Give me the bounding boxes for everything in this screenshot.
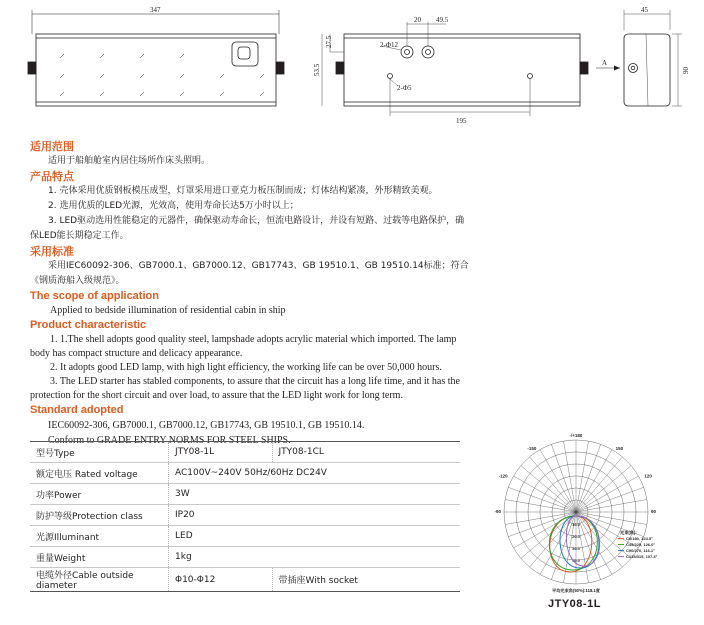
features-cn-title: 产品特点 [30,170,74,183]
polar-ring-value: 20.0 [572,534,580,539]
side-view-arrow-label: A [602,59,608,67]
dim-top-b: 49.5 [436,16,449,24]
table-row [30,505,460,526]
spec-value: JTY08-1L [169,442,273,463]
spec-label: 额定电压 Rated voltage [30,463,169,484]
features-cn-item: 2. 选用优质的LED光源，光效高，使用寿命长达5万小时以上； [48,201,299,211]
standard-en-line: Conform to GRADE ENTRY NORMS FOR STEEL SHIPS. [48,435,291,446]
spec-value: LED [169,526,461,547]
polar-legend-entry: C0/180, 124.5° [626,536,653,541]
drawing-svg [0,0,704,140]
table-row [30,547,460,568]
features-en-item: 1. 1.The shell adopts good quality steel, lampshade adopts acrylic material which imported. The lamp body has compact structure and delicacy appearance. [30,334,457,359]
polar-ring-value: 30.0 [572,546,580,551]
spec-value-alt: JTY08-1CL [272,442,460,463]
polar-legend-entry: C135/315, 107.3° [626,554,658,559]
spec-table [30,441,460,592]
polar-bottom-note: 平均光束角(50%):118.1度 [552,588,600,593]
table-row [30,526,460,547]
dim-side-width: 45 [641,6,648,14]
spec-value: 1kg [169,547,461,568]
polar-ring-value: 10.0 [572,522,580,527]
front-view [28,10,284,106]
spec-value-alt: 带插座With socket [272,568,460,592]
table-row [30,484,460,505]
spec-label: 光源Illuminant [30,526,169,547]
spec-label: 重量Weight [30,547,169,568]
table-row [30,463,460,484]
polar-legend-entry: C90/270, 116.1° [626,548,655,553]
scope-en-title: The scope of application [30,290,159,302]
standard-cn-title: 采用标准 [30,245,74,258]
polar-angle-label: -150 [527,446,537,452]
polar-angle-label: -/+180 [569,433,583,438]
polar-angle-label: -90 [494,509,501,514]
spec-label: 防护等级Protection class [30,505,169,526]
polar-caption: JTY08-1L [548,598,601,610]
dim-top-h2: 53.5 [313,63,321,76]
dim-top-length: 195 [456,117,467,125]
table-row [30,568,460,592]
features-en-item: 3. The LED starter has stabled components, to assure that the circuit has a long life time, and it has the protection for the short circuit and over load, to assure that the LED light work for long term. [30,376,460,401]
polar-angle-label: 150 [615,446,624,452]
scope-cn-text: 适用于船舶舱室内居住场所作床头照明。 [48,156,211,166]
polar-ring-value: 40.0 [572,558,580,563]
polar-angle-label: 90 [651,509,657,514]
dim-hole-big: 2-Φ12 [380,41,398,49]
polar-legend-title: 光束(角): [620,530,637,535]
dim-front-length: 347 [150,6,161,14]
polar-angle-label: 120 [644,473,652,479]
scope-cn-title: 适用范围 [30,140,74,153]
features-en-item: 2. It adopts good LED lamp, with high light efficiency, the working life can be over 50,000 hours. [50,362,442,373]
light-distribution-diagram [480,432,680,620]
technical-drawings [0,0,704,140]
dim-top-a: 20 [414,16,421,24]
spec-label: 功率Power [30,484,169,505]
spec-label: 型号Type [30,442,169,463]
spec-value: Φ10-Φ12 [169,568,273,592]
spec-label: 电缆外径Cable outside diameter [30,568,169,592]
dim-top-h1: 27.5 [325,35,333,48]
polar-svg [480,432,680,620]
spec-value: 3W [169,484,461,505]
standard-cn-text: 采用IEC60092-306、GB7000.1、GB7000.12、GB17743、GB 19510.1、GB 19510.14标准；符合《钢质海船入级规范》。 [30,261,469,286]
description-block [30,139,470,448]
spec-value: IP20 [169,505,461,526]
features-cn-item: 1. 壳体采用优质钢板模压成型，灯罩采用进口亚克力板压制而成；灯体结构紧凑，外形精致美观。 [48,186,438,196]
spec-value: AC100V~240V 50Hz/60Hz DC24V [169,463,461,484]
dim-side-height: 90 [682,67,690,74]
features-cn-item: 3. LED驱动选用性能稳定的元器件，确保驱动寿命长，恒流电路设计，并设有短路、过载等电路保护，确保LED能长期稳定工作。 [30,216,465,241]
standard-en-line: IEC60092-306, GB7000.1, GB7000.12, GB17743, GB 19510.1, GB 19510.14. [48,420,365,431]
table-row [30,442,460,463]
side-view [596,10,682,106]
scope-en-text: Applied to bedside illumination of residential cabin in ship [50,305,286,316]
polar-angle-label: -120 [498,473,508,479]
standard-en-title: Standard adopted [30,404,124,416]
top-view [322,22,588,116]
dim-hole-small: 2-Φ5 [397,84,412,92]
features-en-title: Product characteristic [30,319,147,331]
polar-legend-entry: C45/225, 126.0° [626,542,655,547]
